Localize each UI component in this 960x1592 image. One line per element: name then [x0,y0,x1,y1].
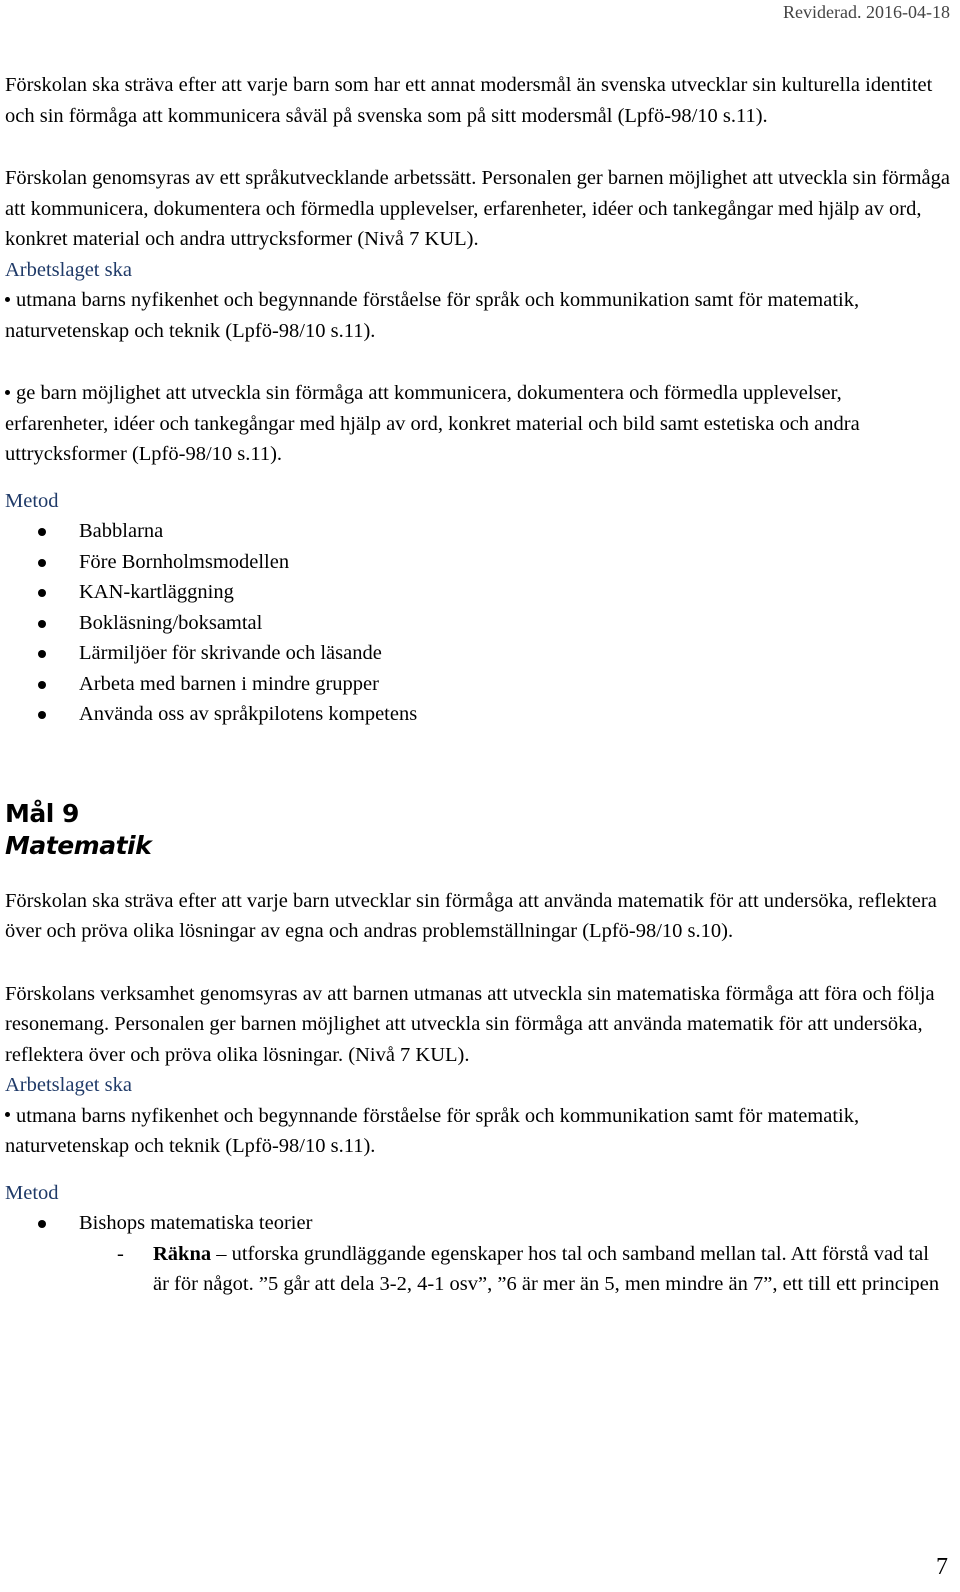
bullet-icon [38,528,46,536]
method-item [5,516,950,547]
section8-process: Förskolan genomsyras av ett språkutvecklande arbetssätt. Personalen ger barnen möjlighet att utveckla sin förmåga att kommunicera, dokumentera och förmedla upplevelser, erfarenheter, idéer och tankegångar med hjälp av ord, konkret material och andra uttrycksformer (Nivå 7 KUL). [5,167,950,250]
bullet-icon [38,620,46,628]
section9-method-list [5,1208,950,1239]
method-item [5,669,950,700]
section8-intro: Förskolan ska sträva efter att varje barn som har ett annat modersmål än svenska utvecklar sin kulturella identitet och sin förmåga att kommunicera såväl på svenska som på sitt modersmål (Lpfö-98/10 s.11). [5,74,933,127]
section9-intro: Förskolan ska sträva efter att varje barn utvecklar sin förmåga att använda matematik för att undersöka, reflektera över och pröva olika lösningar av egna och andras problemställningar (Lpfö-98/10 s.10). [5,889,937,942]
revision-date: Reviderad. 2016-04-18 [783,2,950,22]
method-item-text: KAN-kartläggning [79,581,234,603]
method-item [5,699,950,730]
section8-team-item-2 [5,378,950,470]
bullet-icon [38,711,46,719]
section8-team-heading: Arbetslaget ska [5,258,132,281]
section8-team-item-1 [5,285,950,346]
method-item-text: Bokläsning/boksamtal [79,611,263,634]
section9-subtitle: Matematik [5,830,152,860]
section8-method-list [5,516,950,730]
team-item-text: utmana barns nyfikenhet och begynnande förståelse för språk och kommunikation samt för matematik, naturvetenskap och teknik (Lpfö-98/10 s.11). [5,1104,860,1157]
method-item-text: Babblarna [79,520,164,542]
page-number: 7 [936,1554,948,1580]
method-item [5,547,950,578]
team-item-text: utmana barns nyfikenhet och begynnande förståelse för språk och kommunikation samt för matematik, naturvetenskap och teknik (Lpfö-98/10 s.11). [5,289,860,342]
method-item-text: Lärmiljöer för skrivande och läsande [79,642,382,664]
method-item-text: Före Bornholmsmodellen [79,550,290,573]
bullet-icon [38,589,46,597]
method-item [5,1208,950,1239]
dash-marker: - [117,1242,124,1265]
document-body [5,70,950,1300]
sub-item-text: – utforska grundläggande egenskaper hos tal och samband mellan tal. Att förstå vad tal är för något. ”5 går att dela 3-2, 4-1 osv”, ”6 är mer än 5, men mindre än 7”, ett till ett principen [153,1242,940,1295]
team-item-text: ge barn möjlighet att utveckla sin förmåga att kommunicera, dokumentera och förmedla upplevelser, erfarenheter, idéer och tankegångar med hjälp av ord, konkret material och bild samt estetiska och andra uttrycksformer (Lpfö-98/10 s.11). [5,382,860,465]
section8-method-heading: Metod [5,489,59,512]
bullet-icon [5,297,10,302]
section9-process: Förskolans verksamhet genomsyras av att barnen utmanas att utveckla sin matematiska förmåga att föra och följa resonemang. Personalen ger barnen möjlighet att utveckla sin förmåga att använda matematik för att undersöka, reflektera över och pröva olika lösningar. (Nivå 7 KUL). [5,982,935,1066]
method-item [5,608,950,639]
sub-item-term: Räkna [153,1242,212,1265]
bullet-icon [38,650,46,658]
bullet-icon [38,681,46,689]
method-item-text: Arbeta med barnen i mindre grupper [79,672,379,695]
method-item-text: Använda oss av språkpilotens kompetens [79,703,418,725]
bullet-icon [38,1220,46,1228]
method-item [5,638,950,669]
bullet-icon [5,390,10,395]
section9-team-heading: Arbetslaget ska [5,1074,132,1096]
method-item [5,577,950,608]
bullet-icon [38,559,46,567]
section9-title: Mål 9 [5,798,79,828]
section9-team-item [5,1101,950,1162]
section9-method-heading: Metod [5,1181,59,1204]
method-item-text: Bishops matematiska teorier [79,1212,313,1234]
method-sub-item [5,1239,950,1300]
bullet-icon [5,1112,10,1117]
